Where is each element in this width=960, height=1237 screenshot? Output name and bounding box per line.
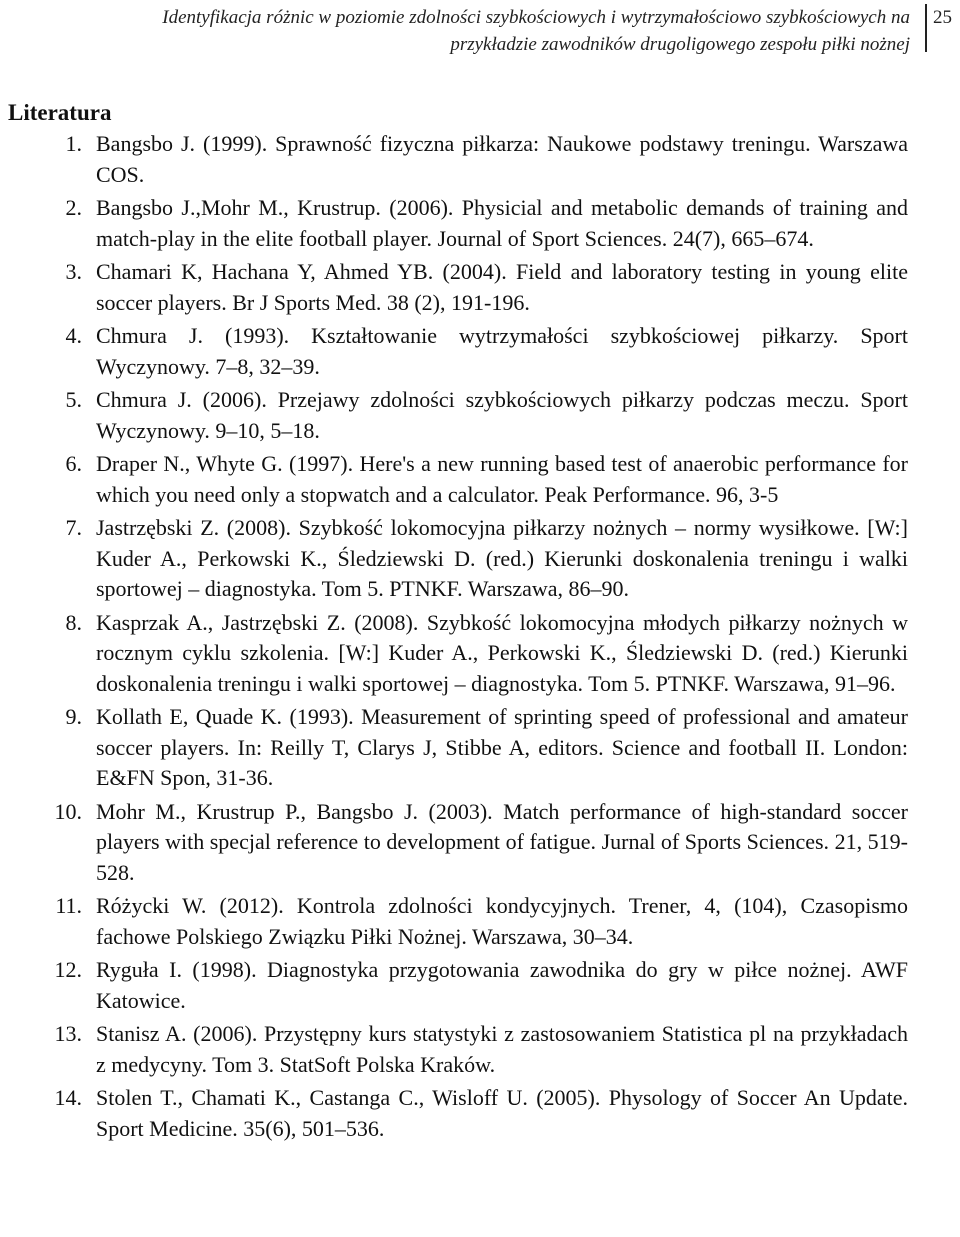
reference-text: Ryguła I. (1998). Diagnostyka przygotowania zawodnika do gry w piłce nożnej. AWF Katowice. [96, 957, 908, 1013]
running-header-title-line2: przykładzie zawodników drugoligowego zespołu piłki nożnej [450, 34, 910, 55]
reference-item [0, 702, 960, 794]
reference-text: Draper N., Whyte G. (1997). Here's a new running based test of anaerobic performance for which you need only a stopwatch and a calculator. Peak Performance. 96, 3-5 [96, 451, 908, 507]
reference-number: 2. [65, 195, 82, 220]
reference-number: 10. [54, 798, 82, 824]
reference-item [0, 513, 960, 605]
reference-number: 3. [65, 259, 82, 284]
page-number: 25 [933, 7, 952, 28]
reference-number: 6. [65, 451, 82, 476]
reference-number: 7. [65, 515, 82, 540]
reference-number: 11. [55, 893, 82, 918]
reference-item [0, 129, 960, 190]
reference-number: 5. [65, 387, 82, 412]
reference-text: Jastrzębski Z. (2008). Szybkość lokomocyjna piłkarzy nożnych – normy wysiłkowe. [W:] Kuder A., Perkowski K., Śledziewski D. (red.) Kierunki doskonalenia treningu i walki sportowej – diagnostyka. Tom 5. PTNKF. Warszawa, 86–90. [96, 515, 908, 601]
reference-text: Chamari K, Hachana Y, Ahmed YB. (2004). Field and laboratory testing in young elite soccer players. Br J Sports Med. 38 (2), 191-196. [96, 259, 908, 315]
reference-item [0, 608, 960, 700]
reference-text: Stolen T., Chamati K., Castanga C., Wisloff U. (2005). Physology of Soccer An Update. Sport Medicine. 35(6), 501–536. [96, 1085, 908, 1141]
header-divider [925, 4, 927, 52]
reference-item [0, 955, 960, 1016]
reference-number: 9. [65, 704, 82, 729]
reference-text: Bangsbo J.,Mohr M., Krustrup. (2006). Physicial and metabolic demands of training and match-play in the elite football player. Journal of Sport Sciences. 24(7), 665–674. [96, 195, 908, 251]
reference-number: 4. [65, 323, 82, 348]
reference-item [0, 1019, 960, 1080]
reference-list [0, 129, 960, 1147]
reference-text: Stanisz A. (2006). Przystępny kurs statystyki z zastosowaniem Statistica pl na przykładach z medycyny. Tom 3. StatSoft Polska Kraków. [96, 1021, 908, 1077]
running-header [0, 0, 960, 58]
reference-number: 14. [54, 1085, 82, 1110]
reference-item [0, 385, 960, 446]
reference-text: Bangsbo J. (1999). Sprawność fizyczna piłkarza: Naukowe podstawy treningu. Warszawa COS. [96, 131, 908, 187]
reference-item [0, 257, 960, 318]
reference-item [0, 321, 960, 382]
reference-text: Chmura J. (2006). Przejawy zdolności szybkościowych piłkarzy podczas meczu. Sport Wyczynowy. 9–10, 5–18. [96, 387, 908, 443]
reference-text: Kasprzak A., Jastrzębski Z. (2008). Szybkość lokomocyjna młodych piłkarzy nożnych w rocznym cyklu szkolenia. [W:] Kuder A., Perkowski K., Śledziewski D. (red.) Kierunki doskonalenia treningu i walki sportowej – diagnostyka. Tom 5. PTNKF. Warszawa, 91–96. [96, 609, 908, 696]
reference-item [0, 1083, 960, 1144]
reference-text: Mohr M., Krustrup P., Bangsbo J. (2003). Match performance of high-standard soccer players with specjal reference to development of fatigue. Jurnal of Sports Sciences. 21, 519-528. [96, 798, 908, 885]
reference-item [0, 891, 960, 952]
reference-number: 13. [54, 1021, 82, 1046]
running-header-title [30, 4, 910, 58]
reference-number: 1. [65, 131, 82, 156]
reference-item [0, 797, 960, 889]
reference-item [0, 193, 960, 254]
reference-item [0, 449, 960, 510]
reference-number: 12. [54, 957, 82, 982]
reference-text: Chmura J. (1993). Kształtowanie wytrzymałości szybkościowej piłkarzy. Sport Wyczynowy. 7–8, 32–39. [96, 323, 908, 379]
running-header-title-line1: Identyfikacja różnic w poziomie zdolności szybkościowych i wytrzymałościowo szybkościowych na [162, 7, 910, 28]
section-title: Literatura [8, 100, 112, 125]
reference-text: Różycki W. (2012). Kontrola zdolności kondycyjnych. Trener, 4, (104), Czasopismo fachowe Polskiego Związku Piłki Nożnej. Warszawa, 30–34. [96, 893, 908, 949]
reference-number: 8. [65, 609, 82, 635]
reference-text: Kollath E, Quade K. (1993). Measurement of sprinting speed of professional and amateur soccer players. In: Reilly T, Clarys J, Stibbe A, editors. Science and football II. London: E&FN Spon, 31-36. [96, 704, 908, 790]
